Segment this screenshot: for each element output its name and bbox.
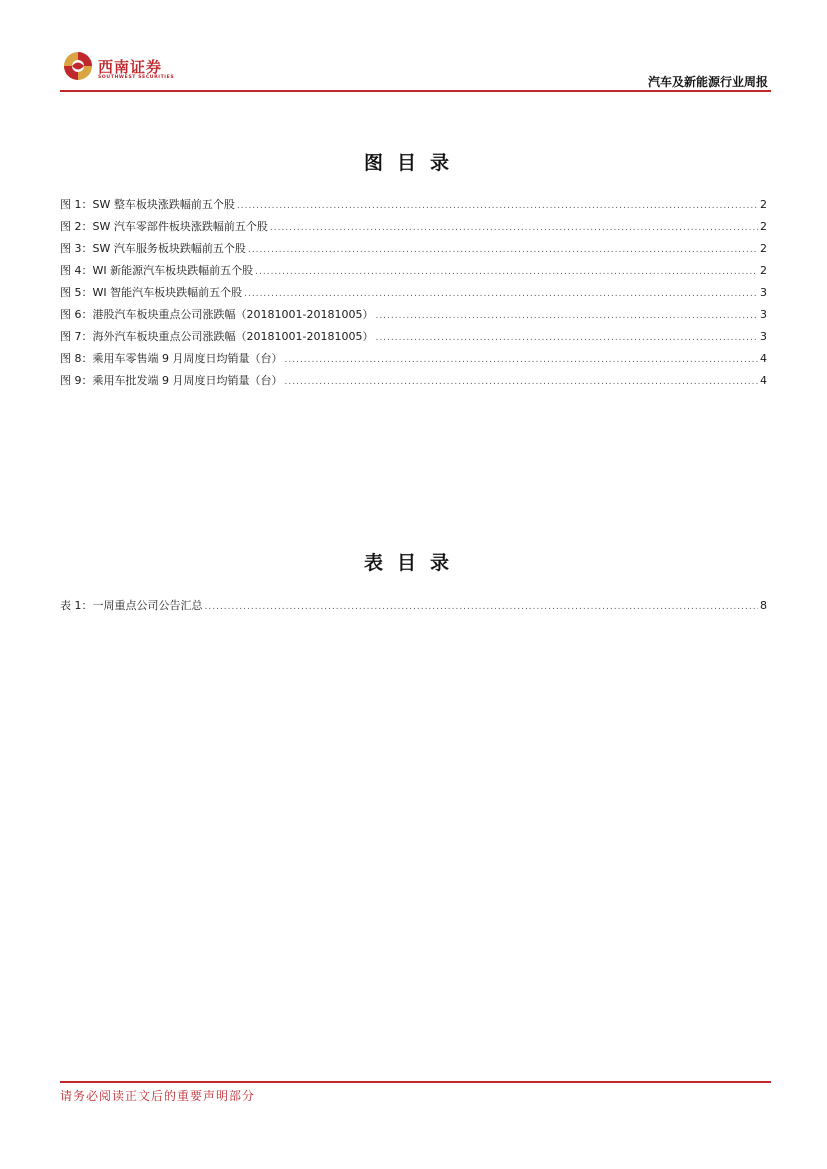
toc-entry-label: 图 4：WI 新能源汽车板块跌幅前五个股 [60,264,254,277]
toc-entry-page: 2 [760,264,767,277]
toc-entry[interactable] [60,344,767,366]
logo-english-name: SOUTHWEST SECURITIES [98,75,175,80]
toc-entry[interactable] [60,591,767,613]
figure-toc-title: 图目录 [363,152,463,174]
footer-divider [60,1081,771,1083]
toc-entry-page: 4 [760,374,767,387]
toc-leader [248,244,758,256]
toc-entry-label: 表 1：一周重点公司公告汇总 [60,599,203,612]
toc-entry-page: 2 [760,242,767,255]
table-toc-title: 表目录 [363,552,463,574]
toc-entry-label: 图 6：港股汽车板块重点公司涨跌幅（20181001-20181005） [60,308,374,321]
toc-leader [205,601,759,613]
toc-entry[interactable] [60,234,767,256]
sun-logo-icon [63,51,93,81]
toc-entry-page: 3 [760,286,767,299]
header-divider [60,90,771,92]
toc-entry[interactable] [60,190,767,212]
toc-leader [375,310,758,322]
toc-entry[interactable] [60,322,767,344]
toc-leader [244,288,758,300]
toc-leader [270,222,758,234]
toc-leader [285,354,759,366]
toc-entry-page: 3 [760,308,767,321]
logo-chinese-name: 西南证券 [98,58,163,76]
company-logo [60,48,200,84]
toc-entry-page: 4 [760,352,767,365]
figure-toc-list [60,190,767,388]
toc-entry-page: 3 [760,330,767,343]
toc-entry-page: 8 [760,599,767,612]
footer-disclaimer: 请务必阅读正文后的重要声明部分 [60,1089,256,1103]
toc-entry-label: 图 8：乘用车零售端 9 月周度日均销量（台） [60,352,283,365]
table-toc-list [60,591,767,613]
toc-leader [255,266,758,278]
toc-entry[interactable] [60,300,767,322]
toc-leader [285,376,759,388]
toc-entry[interactable] [60,278,767,300]
toc-entry-page: 2 [760,220,767,233]
toc-entry[interactable] [60,366,767,388]
toc-entry[interactable] [60,212,767,234]
toc-entry-label: 图 3：SW 汽车服务板块跌幅前五个股 [60,242,246,255]
toc-entry-label: 图 1：SW 整车板块涨跌幅前五个股 [60,198,235,211]
toc-leader [237,200,758,212]
report-title: 汽车及新能源行业周报 [647,75,768,89]
toc-leader [375,332,758,344]
toc-entry-label: 图 2：SW 汽车零部件板块涨跌幅前五个股 [60,220,268,233]
toc-entry-label: 图 7：海外汽车板块重点公司涨跌幅（20181001-20181005） [60,330,374,343]
page-header [60,48,771,92]
toc-entry-page: 2 [760,198,767,211]
toc-entry-label: 图 9：乘用车批发端 9 月周度日均销量（台） [60,374,283,387]
toc-entry-label: 图 5：WI 智能汽车板块跌幅前五个股 [60,286,243,299]
toc-entry[interactable] [60,256,767,278]
